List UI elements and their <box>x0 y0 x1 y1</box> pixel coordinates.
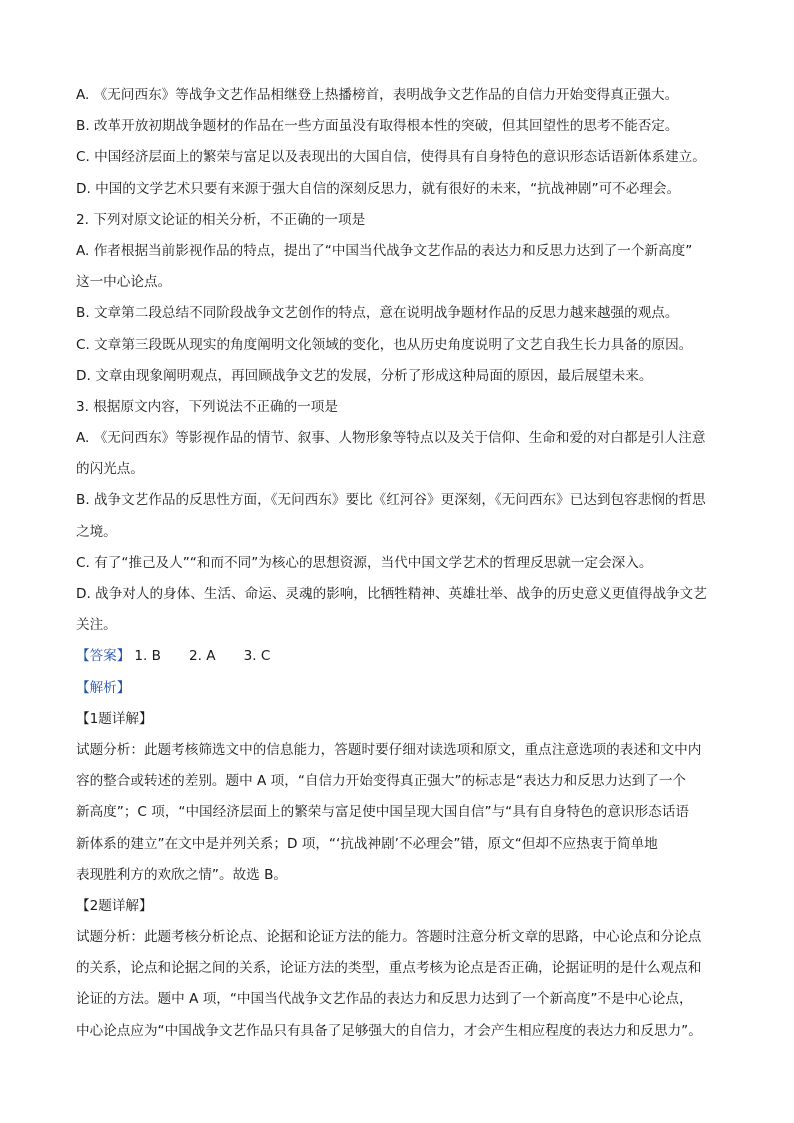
q3-option-line: C. 有了“推己及人”“和而不同”为核心的思想资源，当代中国文学艺术的哲理反思就一定会深入。 <box>76 554 653 571</box>
q1-option-c: C. 中国经济层面上的繁荣与富足以及表现出的大国自信，使得具有自身特色的意识形态话语新体系建立。 <box>76 149 706 166</box>
detail2-line: 试题分析：此题考核分析论点、论据和论证方法的能力。答题时注意分析文章的思路，中心论点和分论点 <box>76 929 702 946</box>
detail2-line: 论证的方法。题中 A 项，“中国当代战争文艺作品的表达力和反思力达到了一个新高度”不是中心论点， <box>76 991 693 1008</box>
q3-stem: 3. 根据原文内容，下列说法不正确的一项是 <box>76 398 338 415</box>
q2-option-line: C. 文章第三段既从现实的角度阐明文化领域的变化，也从历史角度说明了文艺自我生长力具备的原因。 <box>76 336 693 353</box>
detail1-line: 试题分析：此题考核筛选文中的信息能力，答题时要仔细对读选项和原文，重点注意选项的表述和文中内 <box>76 741 702 758</box>
answer-item: 2. A <box>189 648 216 665</box>
q3-option-line: B. 战争文艺作品的反思性方面，《无问西东》要比《红河谷》更深刻，《无问西东》已达到包容悲悯的哲思 <box>76 492 706 509</box>
detail2-title: 【2题详解】 <box>76 897 153 914</box>
detail1-line: 表现胜利方的欢欣之情”。故选 B。 <box>76 866 288 883</box>
analysis-label: 【解析】 <box>76 679 131 696</box>
document-body <box>76 80 724 1047</box>
detail1-line: 新体系的建立”在文中是并列关系；D 项，“‘抗战神剧’不必理会”错，原文“但却不应热衷于简单地 <box>76 835 658 852</box>
q2-option-line: B. 文章第二段总结不同阶段战争文艺创作的特点，意在说明战争题材作品的反思力越来越强的观点。 <box>76 305 679 322</box>
detail2-line: 中心论点应为“中国战争文艺作品只有具备了足够强大的自信力，才会产生相应程度的表达力和反思力”。 <box>76 1022 702 1039</box>
q2-option-line: 这一中心论点。 <box>76 274 172 291</box>
q3-option-line: 关注。 <box>76 617 117 634</box>
q1-option-a: A. 《无问西东》等战争文艺作品相继登上热播榜首，表明战争文艺作品的自信力开始变得真正强大。 <box>76 87 679 103</box>
q3-option-line: A. 《无问西东》等影视作品的情节、叙事、人物形象等特点以及关于信仰、生命和爱的对白都是引人注意 <box>76 430 706 447</box>
q2-stem: 2. 下列对原文论证的相关分析，不正确的一项是 <box>76 211 366 228</box>
detail1-title: 【1题详解】 <box>76 710 153 727</box>
answer-item: 3. C <box>243 648 271 665</box>
detail1-line: 新高度”；C 项，“中国经济层面上的繁荣与富足使中国呈现大国自信”与“具有自身特色的意识形态话语 <box>76 804 689 821</box>
detail1-line: 容的整合或转述的差别。题中 A 项，“自信力开始变得真正强大”的标志是“表达力和反思力达到了一个 <box>76 773 687 790</box>
q3-option-line: 之境。 <box>76 523 117 540</box>
answer-line <box>76 641 724 672</box>
q2-option-line: A. 作者根据当前影视作品的特点，提出了“中国当代战争文艺作品的表达力和反思力达到了一个新高度” <box>76 242 693 259</box>
q2-option-line: D. 文章由现象阐明观点，再回顾战争文艺的发展，分析了形成这种局面的原因，最后展望未来。 <box>76 367 653 384</box>
q1-option-b: B. 改革开放初期战争题材的作品在一些方面虽没有取得根本性的突破，但其回望性的思考不能否定。 <box>76 118 679 135</box>
q3-option-line: 的闪光点。 <box>76 461 144 478</box>
detail2-line: 的关系，论点和论据之间的关系，论证方法的类型，重点考核为论点是否正确，论据证明的是什么观点和 <box>76 960 702 977</box>
answer-label: 【答案】 <box>76 648 131 665</box>
q1-option-d: D. 中国的文学艺术只要有来源于强大自信的深刻反思力，就有很好的未来，“抗战神剧”可不必理会。 <box>76 180 681 197</box>
answer-item: 1. B <box>134 648 161 665</box>
q3-option-line: D. 战争对人的身体、生活、命运、灵魂的影响，比牺牲精神、英雄壮举、战争的历史意义更值得战争文艺 <box>76 586 707 602</box>
